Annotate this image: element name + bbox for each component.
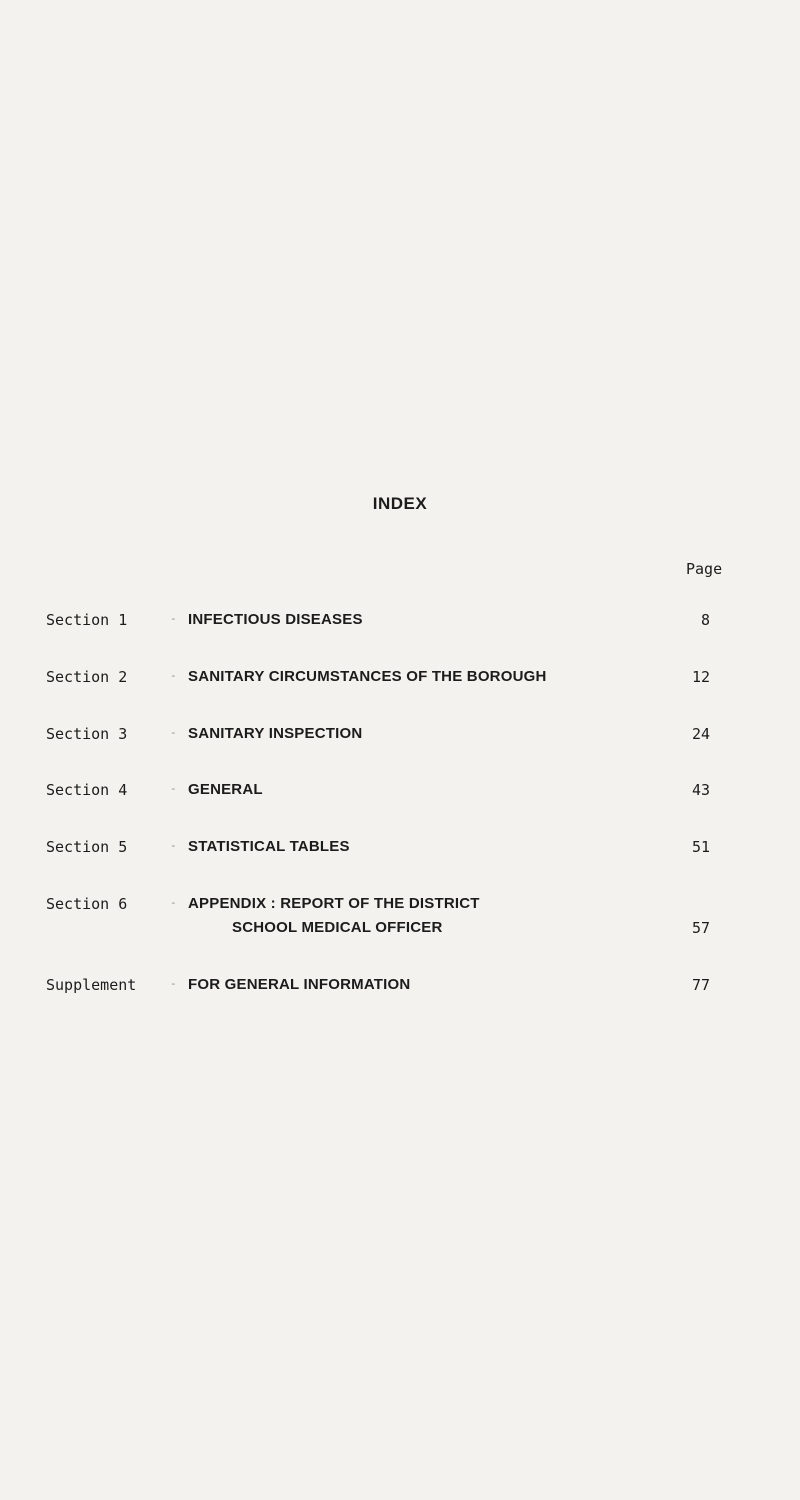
entry-label: Section 2: [46, 668, 128, 686]
entry-dash: -: [170, 839, 177, 852]
entry-page: 57: [691, 919, 710, 937]
entry-label: Section 4: [46, 781, 128, 799]
entry-page: 77: [691, 976, 710, 994]
entry-label: Section 3: [46, 725, 128, 743]
entry-title-continuation: SCHOOL MEDICAL OFFICER: [232, 919, 443, 936]
entry-page: 24: [691, 725, 710, 743]
entry-title: STATISTICAL TABLES: [188, 838, 350, 855]
entry-title: FOR GENERAL INFORMATION: [188, 976, 411, 993]
page-column-header: Page: [686, 560, 723, 578]
entry-title: SANITARY INSPECTION: [188, 725, 363, 742]
entry-label: Section 1: [46, 611, 128, 629]
entry-label: Section 5: [46, 838, 128, 856]
index-title: INDEX: [372, 494, 428, 513]
entry-dash: -: [170, 782, 177, 795]
entry-title: APPENDIX : REPORT OF THE DISTRICT: [188, 895, 480, 912]
entry-page: 43: [691, 781, 710, 799]
entry-label: Supplement: [46, 976, 137, 994]
entry-dash: -: [170, 977, 177, 990]
entry-title: GENERAL: [188, 781, 263, 798]
entry-dash: -: [170, 896, 177, 909]
entry-title: SANITARY CIRCUMSTANCES OF THE BOROUGH: [188, 668, 547, 685]
entry-page: 51: [691, 838, 710, 856]
entry-title: INFECTIOUS DISEASES: [188, 611, 363, 628]
entry-dash: -: [170, 669, 177, 682]
entry-label: Section 6: [46, 895, 128, 913]
entry-dash: -: [170, 726, 177, 739]
entry-page: 12: [691, 668, 710, 686]
entry-dash: -: [170, 612, 177, 625]
entry-page: 8: [700, 611, 710, 629]
